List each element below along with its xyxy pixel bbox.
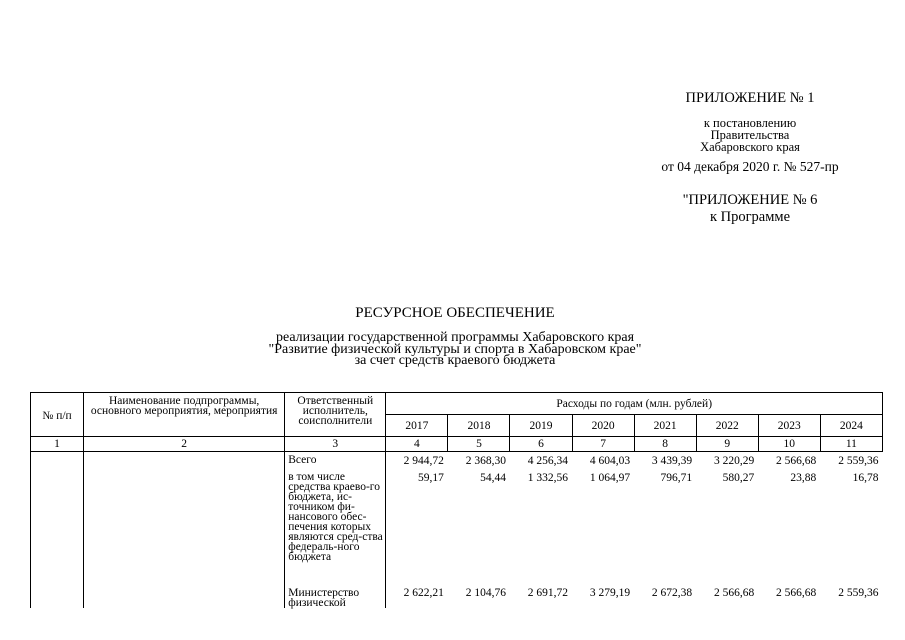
row-value: 59,17 [418, 472, 444, 484]
table-row [31, 472, 883, 584]
document-title [210, 305, 700, 367]
row-value: 2 368,30 [465, 455, 506, 467]
row-value: 2 622,21 [403, 587, 444, 599]
row-value: 1 332,56 [527, 472, 569, 484]
appendix-date: от 04 декабря 2020 г. № 527-пр [661, 159, 839, 174]
row-value: 4 256,34 [527, 455, 569, 467]
column-number: 10 [758, 437, 820, 452]
column-number: 5 [448, 437, 510, 452]
column-number: 3 [285, 437, 386, 452]
appendix-6-line: к Программе [709, 209, 791, 225]
header-year: 2022 [696, 415, 758, 437]
document-subtitle-3: за счет средств краевого бюджета [354, 353, 556, 368]
header-year: 2018 [448, 415, 510, 437]
row-value: 2 559,36 [838, 455, 879, 467]
header-year: 2019 [510, 415, 572, 437]
row-value: 2 566,68 [776, 587, 817, 599]
appendix-title: ПРИЛОЖЕНИЕ № 1 [685, 90, 815, 106]
header-year: 2020 [572, 415, 634, 437]
row-value: 796,71 [660, 472, 693, 484]
row-value: 3 439,39 [651, 455, 693, 467]
appendix-6-title: "ПРИЛОЖЕНИЕ № 6 [682, 192, 818, 208]
column-number: 9 [696, 437, 758, 452]
row-value: 2 566,68 [713, 587, 755, 599]
document-subtitle-1: реализации государственной программы Хабаровского края [275, 330, 635, 345]
column-number: 7 [572, 437, 634, 452]
appendix-line-3: Хабаровского края [700, 140, 800, 154]
row-value: 3 279,19 [589, 587, 631, 599]
row-value: 16,78 [852, 472, 879, 484]
row-value: 1 064,97 [589, 472, 631, 484]
row-value: 3 220,29 [713, 455, 755, 467]
row-value: 2 691,72 [527, 587, 569, 599]
row-value: 23,88 [790, 472, 817, 484]
row-value: 2 559,36 [838, 587, 879, 599]
row-value: 54,44 [480, 472, 506, 484]
row-value: 2 944,72 [403, 455, 444, 467]
header-year: 2024 [820, 415, 882, 437]
header-year: 2017 [386, 415, 448, 437]
header-executor: Ответственный исполнитель, соисполнители [285, 393, 386, 437]
appendix-block [620, 90, 880, 175]
appendix-line-2: Правительства [710, 128, 790, 142]
document-subtitle-2: "Развитие физической культуры и спорта в Хабаровском крае" [268, 341, 642, 357]
row-value: 2 566,68 [776, 455, 817, 467]
column-number: 1 [31, 437, 84, 452]
table-row [31, 452, 883, 473]
header-expenses: Расходы по годам (млн. рублей) [386, 393, 883, 415]
document-heading: РЕСУРСНОЕ ОБЕСПЕЧЕНИЕ [355, 305, 555, 321]
row-label: Всего [285, 452, 386, 473]
table-row [31, 584, 883, 608]
header-year: 2023 [758, 415, 820, 437]
header-name: Наименование подпрограммы, основного мероприятия, мероприятия [84, 393, 285, 437]
row-value: 4 604,03 [589, 455, 631, 467]
appendix-6-block [620, 192, 880, 226]
column-number: 11 [820, 437, 882, 452]
header-number: № п/п [31, 393, 84, 437]
column-number: 6 [510, 437, 572, 452]
column-number: 2 [84, 437, 285, 452]
row-label: в том числе средства краево-го бюджета, ис-точником фи-нансового обес-печения которых являются сред-ства федераль-ного бюджета [285, 472, 386, 584]
column-number: 8 [634, 437, 696, 452]
header-year: 2021 [634, 415, 696, 437]
row-value: 2 104,76 [465, 587, 506, 599]
row-value: 2 672,38 [651, 587, 693, 599]
row-value: 580,27 [722, 472, 755, 484]
column-number: 4 [386, 437, 448, 452]
resource-table [30, 392, 883, 608]
row-label: Министерство физической [285, 584, 386, 608]
appendix-line-1: к постановлению [703, 116, 797, 130]
